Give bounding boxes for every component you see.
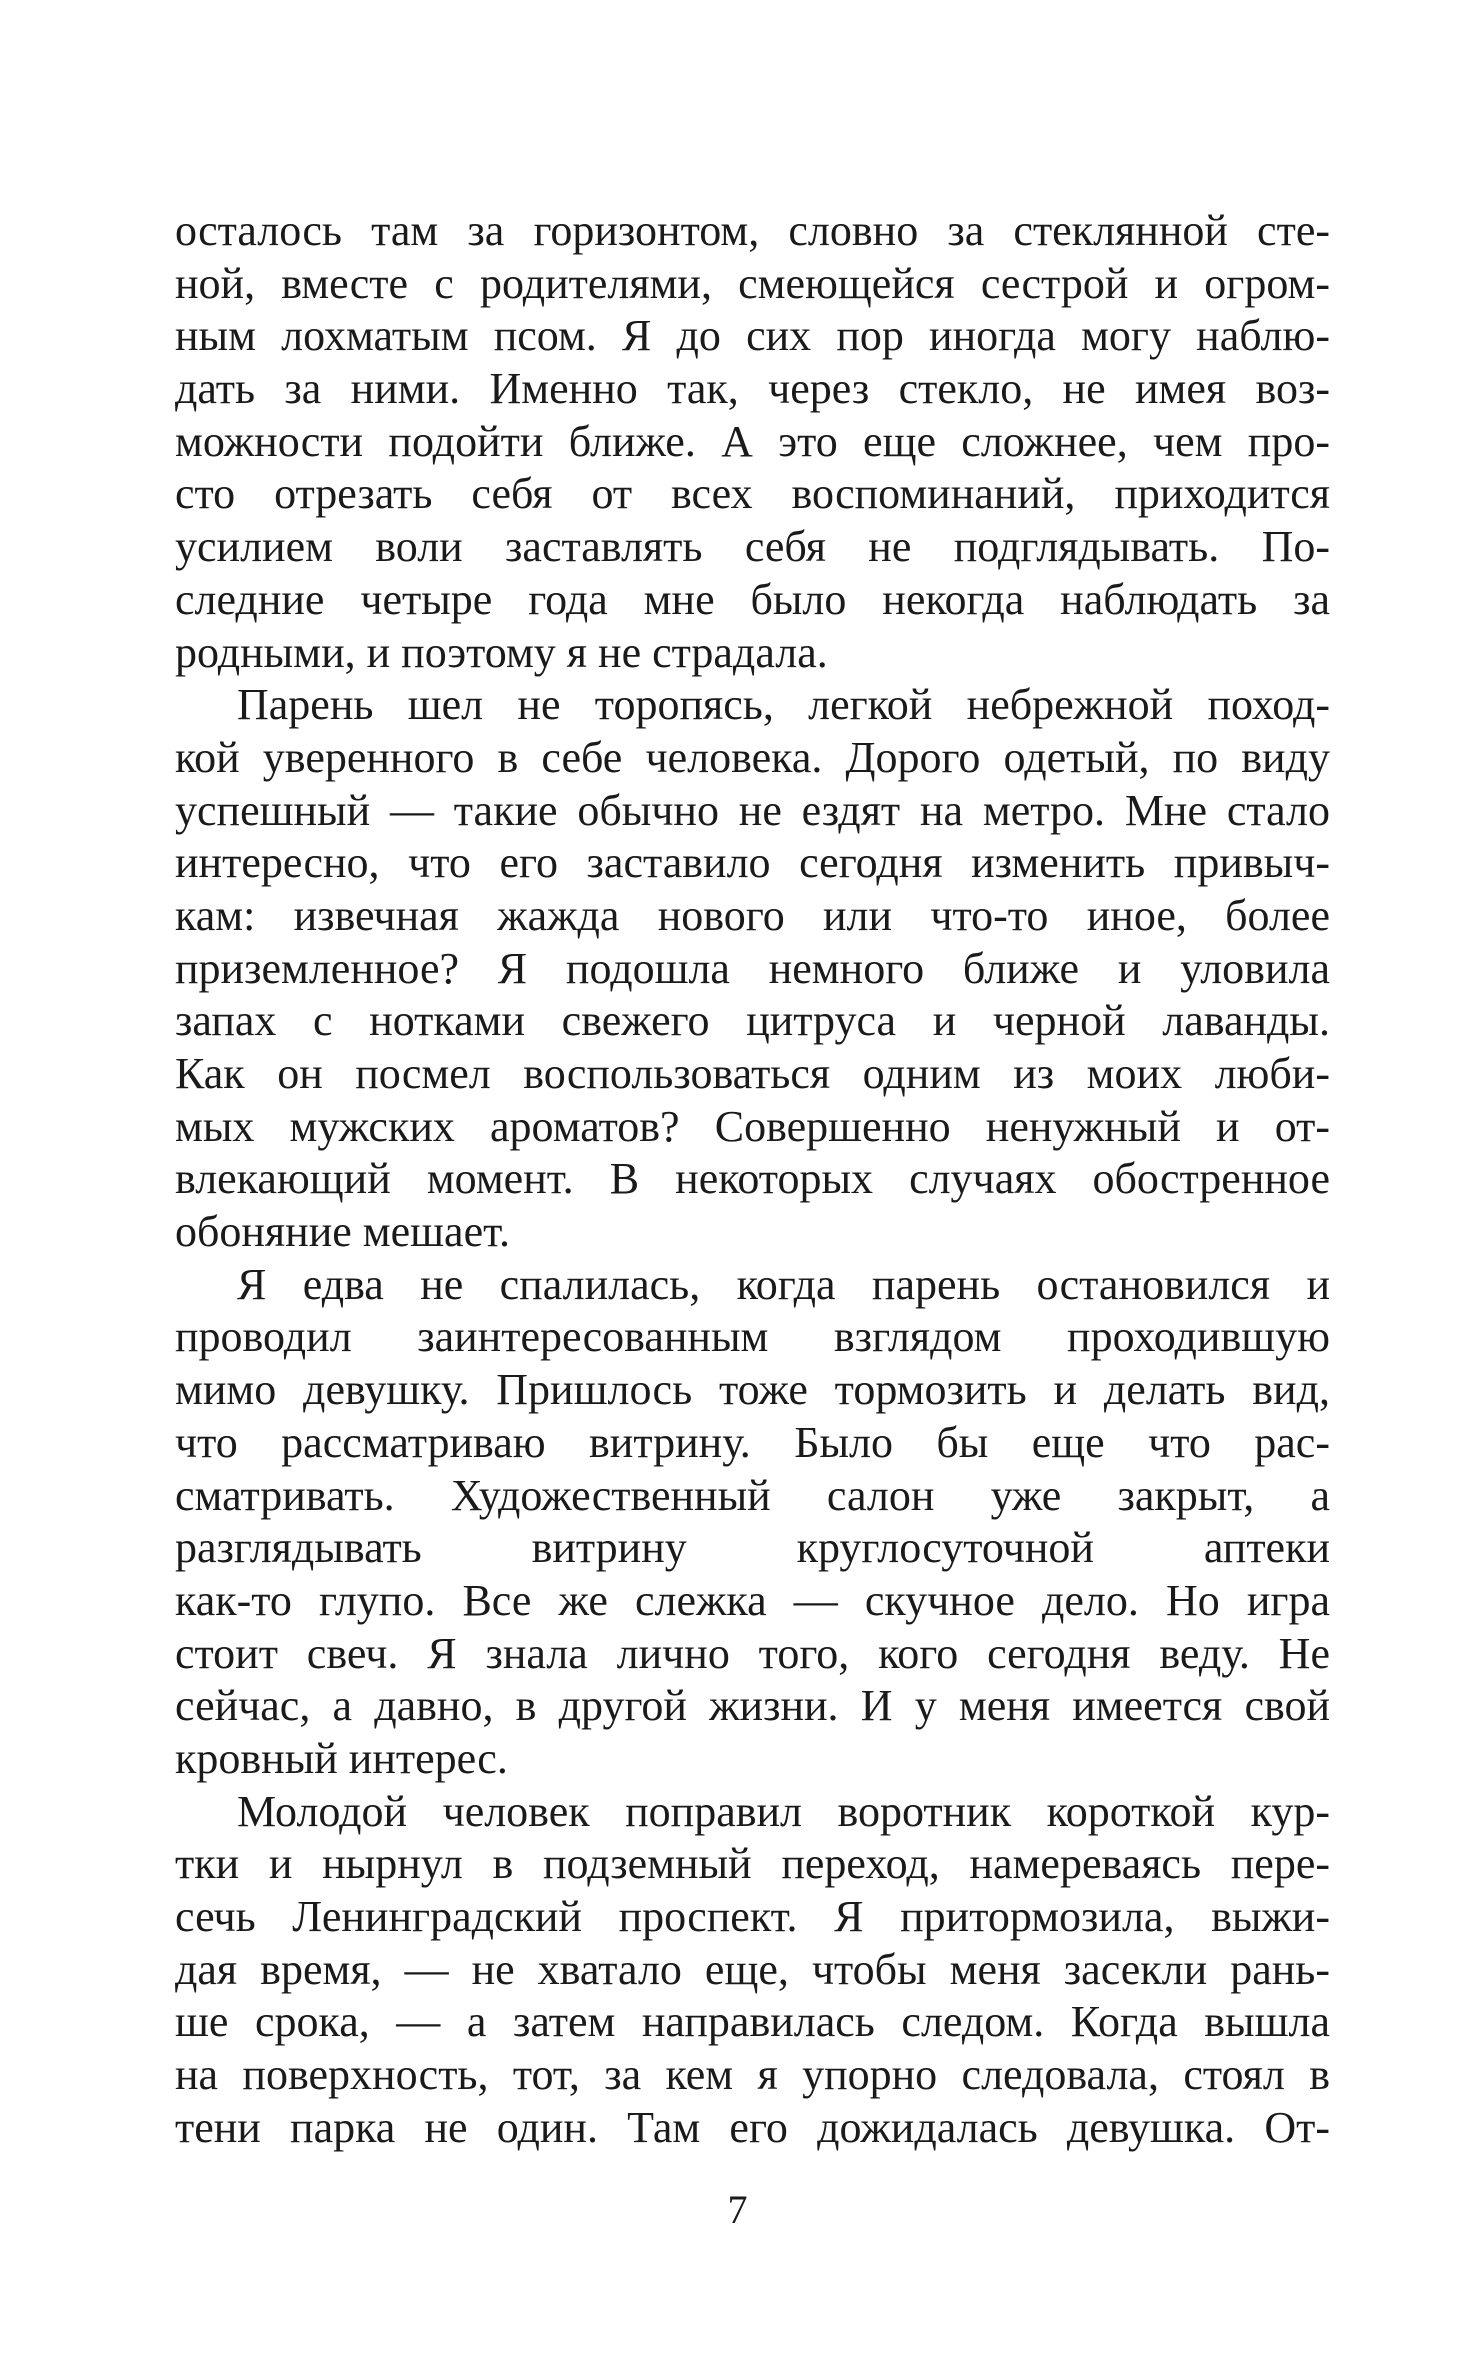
text-line: ным лохматым псом. Я до сих пор иногда могу наблю- — [175, 311, 1330, 361]
text-line: Я едва не спалилась, когда парень остановился и — [237, 1259, 1330, 1309]
text-line: обоняние мешает. — [175, 1207, 511, 1257]
text-line: сматривать. Художественный салон уже закрыт, а — [175, 1470, 1330, 1520]
text-line: кровный интерес. — [175, 1733, 508, 1783]
body-text — [175, 205, 1330, 2154]
text-line: кам: извечная жажда нового или что-то иное, более — [175, 890, 1330, 940]
text-line: дать за ними. Именно так, через стекло, не имея воз- — [175, 364, 1330, 414]
text-line: сто отрезать себя от всех воспоминаний, приходится — [175, 469, 1330, 519]
text-line: запах с нотками свежего цитруса и черной лаванды. — [175, 996, 1330, 1046]
text-line: успешный — такие обычно не ездят на метро. Мне стало — [175, 785, 1330, 835]
text-line: проводил заинтересованным взглядом проходившую — [175, 1312, 1330, 1362]
text-line: Парень шел не торопясь, легкой небрежной поход- — [237, 680, 1330, 730]
text-line: родными, и поэтому я не страдала. — [175, 627, 828, 677]
text-line: сечь Ленинградский проспект. Я притормозила, выжи- — [175, 1892, 1330, 1941]
text-line: Молодой человек поправил воротник короткой кур- — [237, 1786, 1330, 1836]
text-line: тени парка не один. Там его дожидалась девушка. От- — [175, 2102, 1330, 2152]
text-line: можности подойти ближе. А это еще сложнее, чем про- — [175, 416, 1330, 466]
text-line: мимо девушку. Пришлось тоже тормозить и делать вид, — [175, 1365, 1330, 1415]
text-line: осталось там за горизонтом, словно за стеклянной сте- — [175, 206, 1330, 255]
text-line: интересно, что его заставило сегодня изменить привыч- — [175, 838, 1330, 888]
paragraph — [175, 1786, 1330, 2155]
text-line: Как он посмел воспользоваться одним из моих люби- — [175, 1049, 1330, 1098]
text-line: мых мужских ароматов? Совершенно ненужный и от- — [175, 1101, 1330, 1151]
text-line: следние четыре года мне было некогда наблюдать за — [175, 574, 1330, 624]
text-line: тки и нырнул в подземный переход, намереваясь пере- — [175, 1839, 1330, 1889]
page-number: 7 — [727, 2187, 748, 2232]
text-line: кой уверенного в себе человека. Дорого одетый, по виду — [175, 732, 1330, 782]
text-line: ше срока, — а затем направилась следом. Когда вышла — [175, 1997, 1330, 2047]
text-line: на поверхность, тот, за кем я упорно следовала, стоял в — [175, 2050, 1330, 2100]
text-line: стоит свеч. Я знала лично того, кого сегодня веду. Не — [175, 1628, 1330, 1678]
paragraph — [175, 679, 1330, 1259]
text-line: приземленное? Я подошла немного ближе и уловила — [175, 943, 1330, 993]
text-line: разглядывать витрину круглосуточной аптеки — [175, 1523, 1330, 1573]
text-line: усилием воли заставлять себя не подглядывать. По- — [175, 522, 1330, 572]
paragraph — [175, 1259, 1330, 1786]
text-line: ной, вместе с родителями, смеющейся сестрой и огром- — [175, 258, 1330, 308]
text-line: дая время, — не хватало еще, чтобы меня засекли рань- — [175, 1944, 1330, 1994]
text-line: сейчас, а давно, в другой жизни. И у меня имеется свой — [175, 1681, 1330, 1731]
text-line: влекающий момент. В некоторых случаях обостренное — [175, 1154, 1330, 1204]
text-line: как-то глупо. Все же слежка — скучное дело. Но игра — [175, 1575, 1330, 1625]
text-line: что рассматриваю витрину. Было бы еще что рас- — [175, 1417, 1330, 1467]
paragraph — [175, 205, 1330, 679]
